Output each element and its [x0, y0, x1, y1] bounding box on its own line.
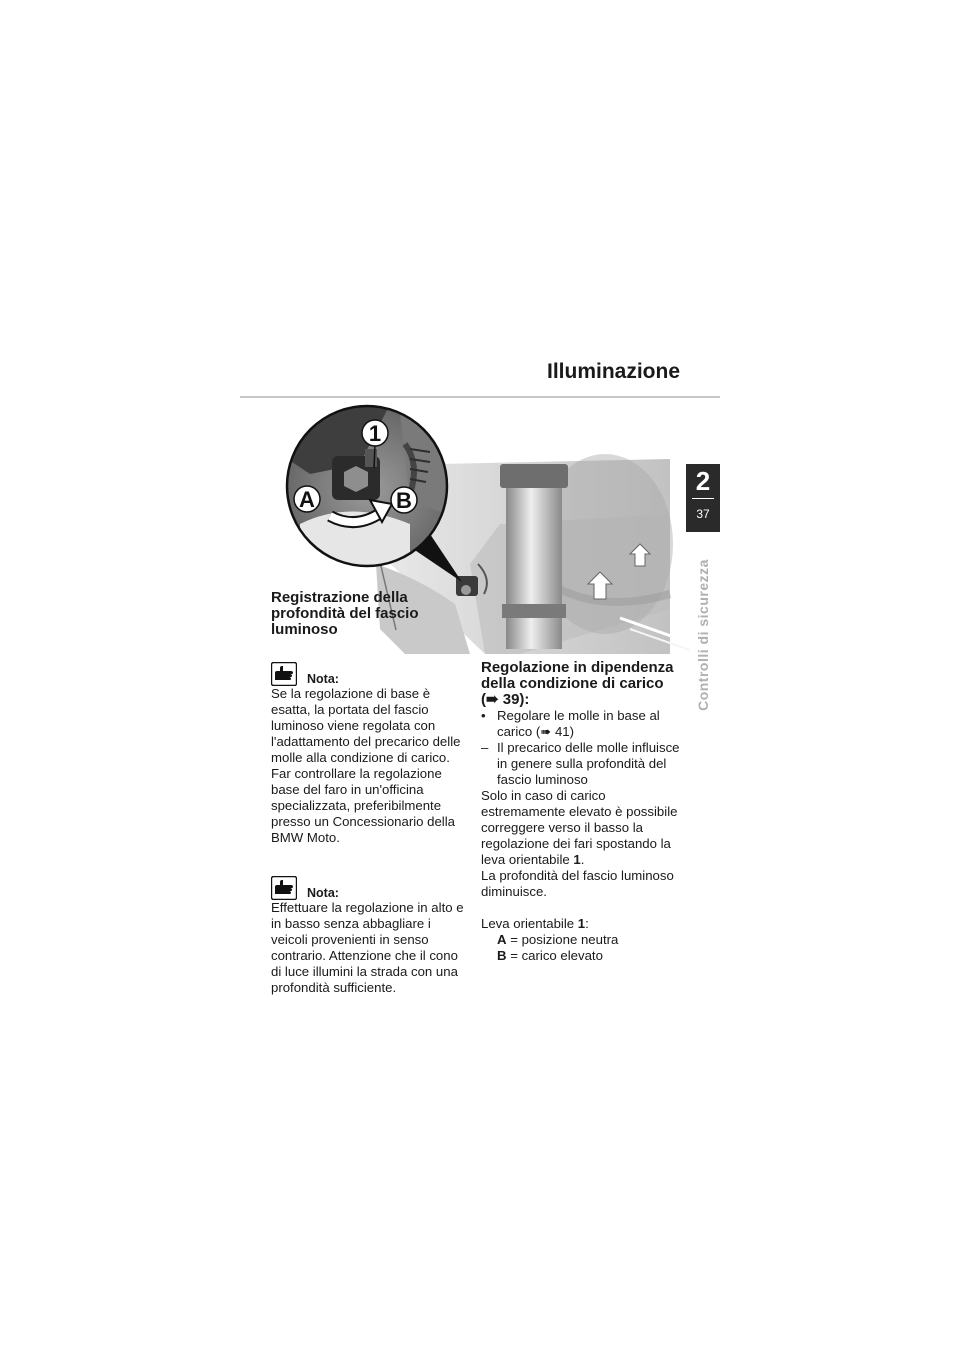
callout-position-a: A	[299, 487, 315, 512]
position-desc: = carico elevato	[510, 948, 603, 963]
bullet-marker: •	[481, 708, 486, 723]
dash-text: Il precarico delle molle influisce in genere sulla profondità del fascio luminoso	[497, 740, 680, 787]
chapter-tab-divider	[692, 498, 714, 499]
dash-marker: –	[481, 740, 489, 755]
note-paragraph: Effettuare la regolazione in alto e in basso senza abbagliare i veicoli provenienti in senso contrario. Attenzione che il cono di luce illumini la strada con una profondità sufficiente.	[271, 900, 464, 995]
right-column	[481, 660, 681, 964]
lever-number: 1	[577, 916, 586, 931]
callout-position-b: B	[396, 488, 412, 513]
note-hand-icon	[271, 876, 297, 900]
lever-label: Leva orientabile	[481, 916, 575, 931]
note-label: Nota:	[307, 886, 339, 900]
position-key: B	[497, 948, 507, 963]
page-number: 37	[696, 507, 710, 521]
note-header	[271, 876, 467, 900]
position-desc: = posizione neutra	[510, 932, 619, 947]
chapter-side-label	[691, 555, 715, 715]
bullet-text: Regolare le molle in base al carico	[497, 708, 660, 739]
left-column	[271, 662, 467, 996]
note-label: Nota:	[307, 672, 339, 686]
body-paragraph: La profondità del fascio luminoso diminuisce.	[481, 868, 674, 899]
page-title: Illuminazione	[546, 360, 680, 383]
note-block	[271, 876, 467, 996]
lever-reference: 1	[573, 852, 581, 867]
body-paragraph: Solo in caso di carico estremamente elevato è possibile correggere verso il basso la regolazione dei fari spostando la leva orientabile 1.	[481, 788, 678, 867]
right-section-heading	[481, 660, 681, 708]
bullet-item	[481, 708, 681, 740]
bullet-ref: (➠ 41)	[535, 724, 575, 739]
chapter-number: 2	[695, 466, 711, 496]
position-item	[481, 948, 681, 964]
right-heading-text: Regolazione in dipendenza della condizione di carico	[481, 659, 674, 692]
chapter-tab	[686, 464, 720, 532]
position-key: A	[497, 932, 507, 947]
note-hand-icon	[271, 662, 297, 686]
note-block	[271, 662, 467, 846]
lever-line: Leva orientabile 1:	[481, 916, 589, 931]
note-header	[271, 662, 467, 686]
note-paragraph: Se la regolazione di base è esatta, la portata del fascio luminoso viene regolata con l'adattamento del precarico delle molle alla condizione di carico.	[271, 686, 461, 765]
dash-item	[481, 740, 681, 788]
right-heading-ref: (➠ 39):	[481, 691, 530, 708]
left-section-heading: Registrazione della profondità del fascio luminoso	[271, 589, 419, 638]
title-divider	[240, 396, 720, 398]
position-item	[481, 932, 681, 948]
callout-lever-number: 1	[368, 421, 382, 446]
note-paragraph: Far controllare la regolazione base del faro in un'officina specializzata, preferibilmente presso un Concessionario della BMW Moto.	[271, 766, 456, 845]
body-paragraph-text: Solo in caso di carico estremamente elevato è possibile correggere verso il basso la regolazione dei fari spostando la leva orientabile	[481, 788, 678, 867]
chapter-side-label-text: Controlli di sicurezza	[695, 559, 711, 711]
